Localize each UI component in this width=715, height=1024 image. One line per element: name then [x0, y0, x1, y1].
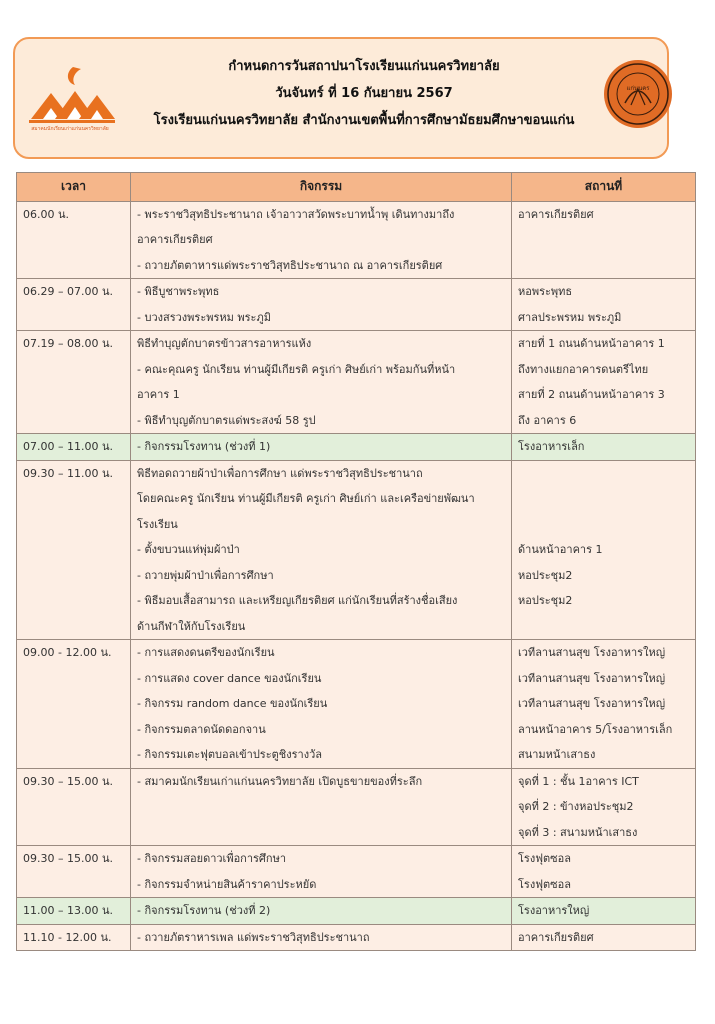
time-cell — [17, 201, 131, 279]
place-cell — [512, 279, 696, 331]
activity-line: - การแสดง cover dance ของนักเรียน — [137, 671, 322, 685]
place-line: โรงฟุตซอล — [518, 877, 571, 891]
place-line: หอประชุม2 — [518, 594, 573, 607]
title-line-3: โรงเรียนแก่นนครวิทยาลัย สำนักงานเขตพื้นที่การศึกษามัธยมศึกษาขอนแก่น — [153, 113, 575, 128]
activity-line: โรงเรียน — [137, 517, 178, 531]
time-cell — [17, 846, 131, 898]
time-text: 06.00 น. — [23, 207, 70, 221]
activity-line: - พิธีบูชาพระพุทธ — [137, 285, 220, 298]
place-line: ลานหน้าอาคาร 5/โรงอาหารเล็ก — [518, 722, 673, 736]
place-cell — [512, 898, 696, 925]
place-line: จุดที่ 1 : ชั้น 1อาคาร ICT — [518, 774, 639, 788]
place-cell — [512, 331, 696, 434]
activity-line: อาคาร 1 — [137, 388, 180, 401]
alumni-logo-icon — [25, 63, 115, 125]
activity-line: - ถวายพุ่มผ้าป่าเพื่อการศึกษา — [137, 568, 274, 582]
place-cell — [512, 768, 696, 846]
time-text: 09.30 – 15.00 น. — [23, 852, 113, 865]
activity-line: อาคารเกียรติยศ — [137, 233, 213, 246]
place-line: โรงอาหารใหญ่ — [518, 904, 590, 917]
activity-line: - กิจกรรมโรงทาน (ช่วงที่ 1) — [137, 440, 271, 453]
place-line: สายที่ 2 ถนนด้านหน้าอาคาร 3 — [518, 388, 665, 401]
place-cell — [512, 460, 696, 640]
time-text: 11.10 - 12.00 น. — [23, 930, 112, 944]
activity-line: - กิจกรรมตลาดนัดดอกจาน — [137, 722, 266, 736]
place-line: ถึงทางแยกอาคารดนตรีไทย — [518, 362, 649, 376]
time-text: 11.00 – 13.00 น. — [23, 904, 113, 917]
place-line — [518, 461, 689, 487]
time-text: 09.00 - 12.00 น. — [23, 646, 112, 659]
time-text: 09.30 – 15.00 น. — [23, 774, 113, 788]
time-cell — [17, 460, 131, 640]
table-row — [17, 434, 696, 461]
place-cell — [512, 640, 696, 769]
activity-line: - พิธีทำบุญตักบาตรแด่พระสงฆ์ 58 รูป — [137, 413, 316, 427]
time-cell — [17, 898, 131, 925]
seal-text: แก่นนคร — [626, 85, 650, 92]
school-seal-icon — [603, 59, 673, 129]
activity-cell — [131, 331, 512, 434]
place-line: อาคารเกียรติยศ — [518, 930, 594, 944]
time-cell — [17, 279, 131, 331]
alumni-logo — [25, 63, 115, 133]
place-line: เวทีลานสานสุข โรงอาหารใหญ่ — [518, 671, 666, 685]
place-line: จุดที่ 3 : สนามหน้าเสาธง — [518, 825, 638, 839]
time-cell — [17, 768, 131, 846]
place-cell — [512, 846, 696, 898]
activity-cell — [131, 924, 512, 951]
place-line — [518, 512, 689, 538]
time-cell — [17, 640, 131, 769]
table-row — [17, 768, 696, 846]
time-cell — [17, 924, 131, 951]
activity-cell — [131, 434, 512, 461]
activity-line: - กิจกรรมสอยดาวเพื่อการศึกษา — [137, 852, 286, 865]
time-text: 06.29 – 07.00 น. — [23, 285, 113, 298]
activity-cell — [131, 640, 512, 769]
activity-line: - ถวายภัตราหารเพล แด่พระราชวิสุทธิประชานาถ — [137, 930, 370, 944]
activity-line: พิธีทอดถวายผ้าป่าเพื่อการศึกษา แด่พระราชวิสุทธิประชานาถ — [137, 466, 423, 480]
place-line: หอประชุม2 — [518, 568, 573, 582]
place-line: จุดที่ 2 : ข้างหอประชุม2 — [518, 800, 634, 813]
activity-line: - คณะคุณครู นักเรียน ท่านผู้มีเกียรติ ครูเก่า ศิษย์เก่า พร้อมกันที่หน้า — [137, 362, 456, 376]
page-title — [125, 53, 603, 134]
place-line: สายที่ 1 ถนนด้านหน้าอาคาร 1 — [518, 337, 665, 350]
place-line: โรงอาหารเล็ก — [518, 440, 585, 453]
place-line: สนามหน้าเสาธง — [518, 748, 596, 761]
table-header-row — [17, 173, 696, 202]
activity-line: - ถวายภัตตาหารแด่พระราชวิสุทธิประชานาถ ณ อาคารเกียรติยศ — [137, 258, 443, 272]
alumni-logo-caption: สมาคมนักเรียนเก่าแก่นนครวิทยาลัย — [31, 126, 109, 132]
school-seal — [603, 59, 673, 129]
place-line — [518, 486, 689, 512]
place-cell — [512, 201, 696, 279]
time-text: 07.00 – 11.00 น. — [23, 440, 113, 453]
time-cell — [17, 331, 131, 434]
activity-line: - กิจกรรมโรงทาน (ช่วงที่ 2) — [137, 904, 271, 917]
place-line: อาคารเกียรติยศ — [518, 207, 594, 221]
header-activity: กิจกรรม — [131, 173, 512, 202]
table-row — [17, 924, 696, 951]
table-row — [17, 331, 696, 434]
table-row — [17, 279, 696, 331]
table-row — [17, 898, 696, 925]
header-time: เวลา — [17, 173, 131, 202]
place-line: เวทีลานสานสุข โรงอาหารใหญ่ — [518, 697, 666, 710]
time-text: 09.30 – 11.00 น. — [23, 466, 113, 480]
activity-line: - ตั้งขบวนแห่พุ่มผ้าป่า — [137, 543, 240, 556]
schedule-table — [16, 172, 696, 951]
place-cell — [512, 434, 696, 461]
table-row — [17, 640, 696, 769]
title-line-1: กำหนดการวันสถาปนาโรงเรียนแก่นนครวิทยาลัย — [228, 59, 500, 74]
time-text: 07.19 – 08.00 น. — [23, 337, 113, 350]
activity-cell — [131, 898, 512, 925]
activity-cell — [131, 460, 512, 640]
activity-line: พิธีทำบุญตักบาตรข้าวสารอาหารแห้ง — [137, 337, 312, 350]
activity-line: - การแสดงดนตรีของนักเรียน — [137, 646, 275, 659]
time-cell — [17, 434, 131, 461]
activity-cell — [131, 846, 512, 898]
activity-line: - พระราชวิสุทธิประชานาถ เจ้าอาวาสวัดพระบาทน้ำพุ เดินทางมาถึง — [137, 207, 455, 221]
activity-line: - พิธีมอบเสื้อสามารถ และเหรียญเกียรติยศ แก่นักเรียนที่สร้างชื่อเสียง — [137, 594, 458, 607]
place-line: หอพระพุทธ — [518, 285, 573, 298]
place-line: โรงฟุตซอล — [518, 852, 571, 865]
activity-line: - กิจกรรม random dance ของนักเรียน — [137, 697, 328, 710]
activity-line: ด้านกีฬาให้กับโรงเรียน — [137, 619, 246, 633]
table-row — [17, 201, 696, 279]
activity-line: - สมาคมนักเรียนเก่าแก่นนครวิทยาลัย เปิดบูธขายของที่ระลึก — [137, 774, 423, 788]
header-banner — [13, 37, 669, 159]
activity-line: - กิจกรรมเตะฟุตบอลเข้าประตูชิงรางวัล — [137, 748, 322, 761]
place-cell — [512, 924, 696, 951]
place-line: ด้านหน้าอาคาร 1 — [518, 543, 603, 556]
activity-cell — [131, 279, 512, 331]
table-row — [17, 460, 696, 640]
table-row — [17, 846, 696, 898]
place-line: ถึง อาคาร 6 — [518, 413, 577, 427]
activity-line: โดยคณะครู นักเรียน ท่านผู้มีเกียรติ ครูเก่า ศิษย์เก่า และเครือข่ายพัฒนา — [137, 492, 475, 505]
place-line: ศาลประพรหม พระภูมิ — [518, 310, 622, 324]
activity-line: - บวงสรวงพระพรหม พระภูมิ — [137, 310, 271, 324]
activity-cell — [131, 768, 512, 846]
activity-cell — [131, 201, 512, 279]
activity-line: - กิจกรรมจำหน่ายสินค้าราคาประหยัด — [137, 877, 317, 891]
place-line: เวทีลานสานสุข โรงอาหารใหญ่ — [518, 646, 666, 659]
header-place: สถานที่ — [512, 173, 696, 202]
title-line-2: วันจันทร์ ที่ 16 กันยายน 2567 — [275, 86, 453, 101]
